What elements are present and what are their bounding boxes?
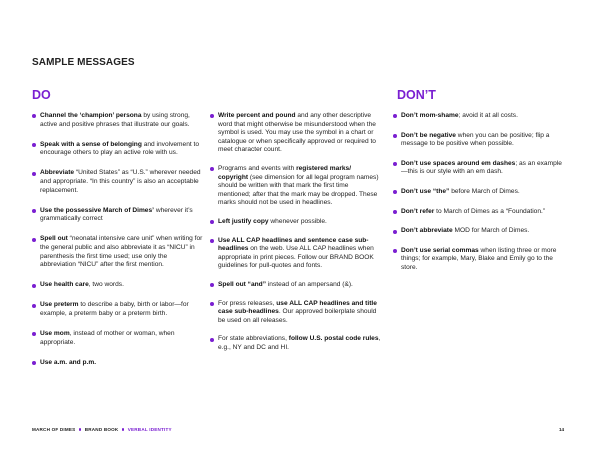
- list-item: [210, 237, 382, 271]
- page-number: 14: [559, 427, 565, 432]
- list-item: [32, 359, 204, 368]
- footer: [32, 427, 172, 432]
- bullet-icon: [393, 134, 397, 138]
- bold-phrase: Use a.m. and p.m.: [40, 358, 97, 366]
- bullet-icon: [32, 304, 36, 308]
- bullet-icon: [393, 162, 397, 166]
- body-text: wherever it’s grammatically correct: [40, 206, 193, 223]
- bold-phrase: Channel the ‘champion’ persona: [40, 112, 142, 119]
- bullet-icon: [393, 114, 397, 118]
- page-title: SAMPLE MESSAGES: [32, 57, 135, 68]
- bullet-icon: [393, 190, 397, 194]
- bullet-icon: [210, 338, 214, 342]
- list-item: [393, 208, 563, 217]
- list-item: [32, 141, 204, 158]
- list-item: [210, 165, 382, 208]
- bullet-icon: [210, 220, 214, 224]
- bold-phrase: Don’t use “the”: [401, 187, 450, 195]
- list-item: [32, 207, 204, 224]
- bullet-icon: [393, 249, 397, 253]
- do-column-left: [32, 112, 204, 379]
- bullet-icon: [210, 239, 214, 243]
- list-item: [393, 227, 563, 236]
- bullet-icon: [32, 238, 36, 242]
- bold-phrase: Use mom: [40, 330, 70, 337]
- bold-phrase: Don’t abbreviate: [401, 227, 453, 235]
- body-text: and involvement to encourage others to play an active role with us.: [40, 140, 200, 157]
- body-text: For press releases,: [218, 299, 277, 307]
- bold-phrase: Don’t use spaces around em dashes: [401, 159, 516, 167]
- list-item: [210, 300, 382, 326]
- list-item: [210, 218, 382, 227]
- body-text: , e.g., NY and DC and HI.: [218, 335, 381, 351]
- footer-separator-dot: [79, 428, 81, 430]
- body-text: to describe a baby, birth or labor—for example, a preterm baby or a preterm birth.: [40, 301, 189, 317]
- body-text: For state abbreviations,: [218, 335, 289, 343]
- bold-phrase: use ALL CAP headlines and title case sub-headlines: [218, 299, 377, 316]
- list-item: [32, 301, 204, 318]
- bold-phrase: Use health care: [40, 281, 89, 289]
- dont-column: [393, 112, 563, 284]
- footer-separator-dot: [122, 428, 124, 430]
- bold-phrase: Abbreviate: [40, 169, 75, 177]
- list-item: [393, 112, 563, 121]
- bullet-icon: [210, 114, 214, 118]
- bold-phrase: Left justify copy: [218, 217, 269, 225]
- body-text: whenever possible.: [268, 217, 327, 225]
- list-item: [393, 132, 563, 149]
- bold-phrase: registered marks/ copyright: [218, 164, 352, 181]
- bullet-icon: [32, 284, 36, 288]
- bold-phrase: Don’t be negative: [401, 131, 456, 139]
- body-text: MOD for March of Dimes.: [452, 227, 530, 235]
- bullet-icon: [210, 302, 214, 306]
- body-text: when you can be positive; flip a message to be positive when possible.: [401, 131, 550, 148]
- bold-phrase: Write percent and pound: [218, 112, 296, 119]
- bullet-icon: [32, 143, 36, 147]
- bold-phrase: Use preterm: [40, 301, 79, 309]
- bold-phrase: Don’t use serial commas: [401, 246, 479, 254]
- body-text: . Our approved boilerplate should be used on all releases.: [218, 308, 377, 324]
- bullet-icon: [32, 172, 36, 176]
- dont-heading: DON’T: [397, 88, 436, 102]
- body-text: ; avoid it at all costs.: [458, 112, 518, 119]
- body-text: , instead of mother or woman, when appropriate.: [40, 330, 175, 346]
- bullet-icon: [32, 209, 36, 213]
- list-item: [210, 335, 382, 352]
- list-item: [210, 112, 382, 155]
- bullet-icon: [393, 230, 397, 234]
- body-text: (see dimension for all legal program names) should be written with that mark the first time mentioned; after that the mark may be dropped. These marks should not be used in headlines.: [218, 173, 379, 207]
- footer-section: VERBAL IDENTITY: [127, 427, 172, 432]
- list-item: [32, 235, 204, 269]
- list-item: [32, 169, 204, 195]
- body-text: to March of Dimes as a “Foundation.”: [434, 207, 546, 215]
- bold-phrase: Speak with a sense of belonging: [40, 140, 142, 148]
- body-text: by using strong, active and positive phrases that illustrate our goals.: [40, 112, 190, 128]
- bold-phrase: Spell out “and”: [218, 280, 266, 288]
- bullet-icon: [393, 210, 397, 214]
- bold-phrase: follow U.S. postal code rules: [288, 335, 379, 343]
- body-text: on the web. Use ALL CAP headlines when appropriate in print pieces. Follow our BRAND BOOK guidelines for pull-quotes and fonts.: [218, 245, 374, 270]
- bullet-icon: [210, 167, 214, 171]
- list-item: [393, 247, 563, 273]
- list-item: [32, 330, 204, 347]
- body-text: “neonatal intensive care unit” when writing for the general public and also abbreviate it as “NICU” in parenthesis the first time used; use only the abbreviation “NICU” after the first mention.: [40, 235, 203, 269]
- body-text: before March of Dimes.: [449, 187, 520, 195]
- body-text: and any other descriptive word that might otherwise be misunderstood when the symbol is used. You may use the symbol in a chart or catalogue or when specifically approved or required to meet character count.: [218, 112, 376, 154]
- body-text: ; as an example—this is our style with an em dash.: [401, 159, 562, 176]
- bold-phrase: Use ALL CAP headlines and sentence case sub-headlines: [218, 236, 369, 253]
- bold-phrase: Don’t mom-shame: [401, 112, 459, 119]
- bullet-icon: [32, 361, 36, 365]
- list-item: [32, 112, 204, 129]
- bold-phrase: Use the possessive March of Dimes’: [40, 206, 154, 214]
- body-text: , two words.: [88, 281, 124, 289]
- body-text: Programs and events with: [218, 164, 297, 172]
- body-text: “United States” as “U.S.” wherever needed and appropriate. “In this country” is also an acceptable replacement.: [40, 169, 201, 194]
- list-item: [210, 281, 382, 290]
- bullet-icon: [32, 332, 36, 336]
- bold-phrase: Don’t refer: [401, 207, 435, 215]
- list-item: [393, 160, 563, 177]
- list-item: [393, 188, 563, 197]
- footer-book: BRAND BOOK: [84, 427, 119, 432]
- bold-phrase: Spell out: [40, 235, 68, 243]
- footer-org: MARCH OF DIMES: [32, 427, 76, 432]
- body-text: when listing three or more things; for example, Mary, Blake and Emily go to the store.: [401, 246, 557, 271]
- list-item: [32, 281, 204, 290]
- do-heading: DO: [32, 88, 51, 102]
- bullet-icon: [210, 283, 214, 287]
- do-column-right: [210, 112, 382, 362]
- bullet-icon: [32, 114, 36, 118]
- body-text: instead of an ampersand (&).: [266, 280, 353, 288]
